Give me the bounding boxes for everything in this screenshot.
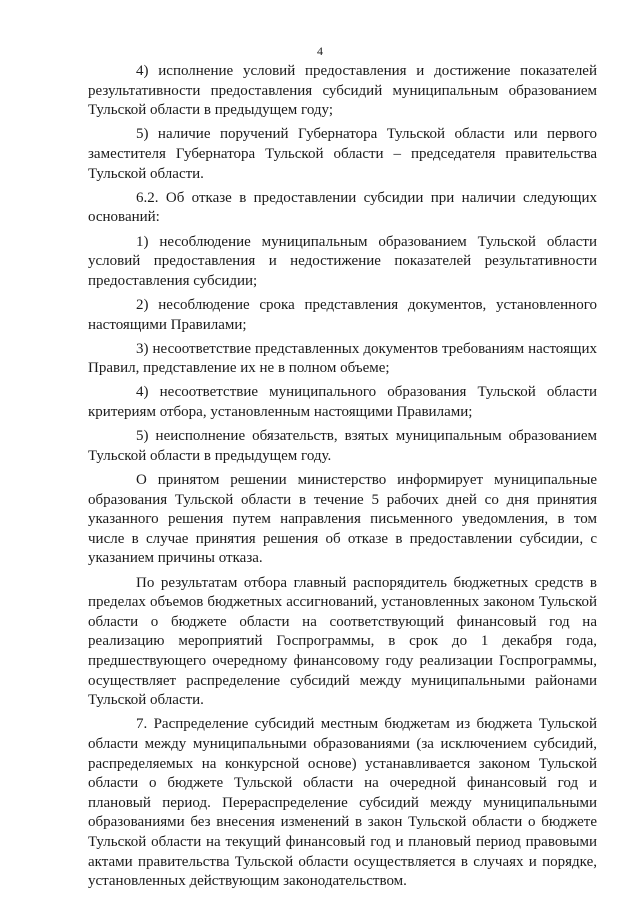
document-body xyxy=(88,62,597,896)
paragraph-item-4: 4) исполнение условий предоставления и достижение показателей результативности предоставления субсидий муниципальным образованием Тульской области в предыдущем году; xyxy=(88,63,597,119)
paragraph-refusal-reason-1: 1) несоблюдение муниципальным образованием Тульской области условий предоставления и недостижение показателей результативности предоставления субсидии; xyxy=(88,233,597,289)
paragraph-refusal-reason-4: 4) несоответствие муниципального образования Тульской области критериям отбора, установленным настоящими Правилами; xyxy=(88,384,597,421)
paragraph-section-6-2: 6.2. Об отказе в предоставлении субсидии при наличии следующих оснований: xyxy=(88,189,597,226)
paragraph-refusal-reason-3: 3) несоответствие представленных документов требованиям настоящих Правил, представление их не в полном объеме; xyxy=(88,340,597,377)
paragraph-refusal-reason-2: 2) несоблюдение срока представления документов, установленного настоящими Правилами; xyxy=(88,296,597,333)
paragraph-section-7: 7. Распределение субсидий местным бюджетам из бюджета Тульской области между муниципальными образованиями (за исключением субсидий, распределяемых на конкурсной основе) устанавливается законом Тульской области о бюджете Тульской области на очередной финансовый год и плановый период. Перераспределение субсидий между муниципальными образованиями без внесения изменений в закон Тульской области о бюджете Тульской области на текущий финансовый год и плановый период правовыми актами правительства Тульской области осуществляется в случаях и порядке, установленных действующим законодательством. xyxy=(88,716,597,890)
paragraph-item-5: 5) наличие поручений Губернатора Тульской области или первого заместителя Губернатора Тульской области – председателя правительства Тульской области. xyxy=(88,126,597,182)
page-number: 4 xyxy=(317,44,323,58)
paragraph-refusal-reason-5: 5) неисполнение обязательств, взятых муниципальным образованием Тульской области в предыдущем году. xyxy=(88,428,597,464)
paragraph-notification: О принятом решении министерство информирует муниципальные образования Тульской области в течение 5 рабочих дней со дня принятия указанного решения путем направления письменного уведомления, в том числе в случае принятия решения об отказе в предоставлении субсидии, с указанием причины отказа. xyxy=(88,472,597,567)
paragraph-distribution: По результатам отбора главный распорядитель бюджетных средств в пределах объемов бюджетных ассигнований, установленных законом Тульской области о бюджете области на соответствующий финансовый год на реализацию мероприятий Госпрограммы, в срок до 1 декабря года, предшествующего очередному финансовому году реализации Госпрограммы, осуществляет распределение субсидий между муниципальными районами Тульской области. xyxy=(88,574,597,709)
